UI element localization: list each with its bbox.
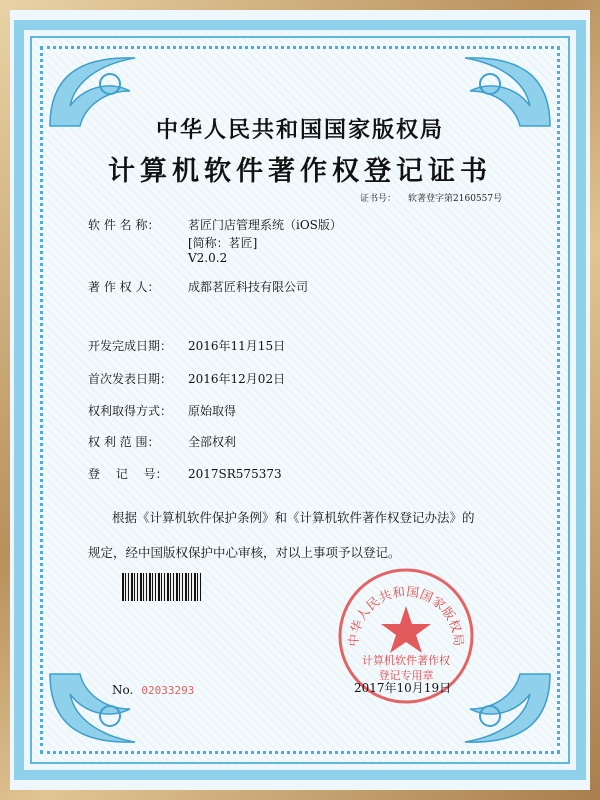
field-label: 登 记 号： <box>88 467 168 481</box>
seal-line-2: 登记专用章 <box>378 669 434 682</box>
field-value: V2.0.2 <box>188 251 228 265</box>
field-value: 2016年12月02日 <box>188 372 286 386</box>
serial-value: 02033293 <box>141 684 195 697</box>
field-software-version <box>188 251 227 265</box>
issue-date: 2017年10月19日 <box>354 681 452 695</box>
field-label: 著 作 权 人： <box>88 280 160 294</box>
field-development-date <box>88 337 285 354</box>
field-label: 软 件 名 称： <box>88 218 160 232</box>
field-registration-number <box>88 465 282 482</box>
field-software-name <box>88 216 342 233</box>
field-value: 茗匠门店管理系统（iOS版） <box>188 218 342 232</box>
field-value: 原始取得 <box>188 404 237 418</box>
certificate-title: 计算机软件著作权登记证书 <box>108 156 492 187</box>
field-rights-scope <box>88 433 236 450</box>
corner-ornament-bottom-left-icon <box>40 664 150 754</box>
field-publication-date <box>88 370 285 387</box>
serial-label: No. <box>112 683 134 697</box>
field-label: 开发完成日期： <box>88 339 173 353</box>
seal-line-1: 计算机软件著作权 <box>362 654 450 667</box>
statement-paragraph <box>88 500 518 570</box>
seal-star-icon <box>381 606 431 653</box>
field-acquisition-method <box>88 402 236 419</box>
statement-line-2: 规定，经中国版权保护中心审核，对以上事项予以登记。 <box>88 545 401 560</box>
field-value: [简称：茗匠] <box>188 236 258 250</box>
field-value: 2016年11月15日 <box>188 339 286 353</box>
field-value: 全部权利 <box>188 435 237 449</box>
field-software-short-name <box>188 234 257 251</box>
issuing-authority: 中华人民共和国国家版权局 <box>155 117 444 143</box>
field-label: 首次发表日期： <box>88 372 173 386</box>
field-label: 权 利 范 围： <box>88 435 160 449</box>
field-value: 成都茗匠科技有限公司 <box>188 280 309 294</box>
certificate-number <box>360 191 514 204</box>
statement-line-1: 根据《计算机软件保护条例》和《计算机软件著作权登记办法》的 <box>112 510 475 525</box>
field-copyright-owner <box>88 278 308 295</box>
serial-number <box>112 683 194 697</box>
barcode <box>122 573 202 601</box>
certificate-number-value: 软著登字第2160557号 <box>408 194 503 204</box>
seal-ring-text: 中华人民共和国国家版权局 <box>345 583 467 648</box>
field-label: 权利取得方式： <box>88 404 173 418</box>
certificate-number-label: 证书号： <box>360 194 397 204</box>
field-value: 2017SR575373 <box>188 467 282 481</box>
